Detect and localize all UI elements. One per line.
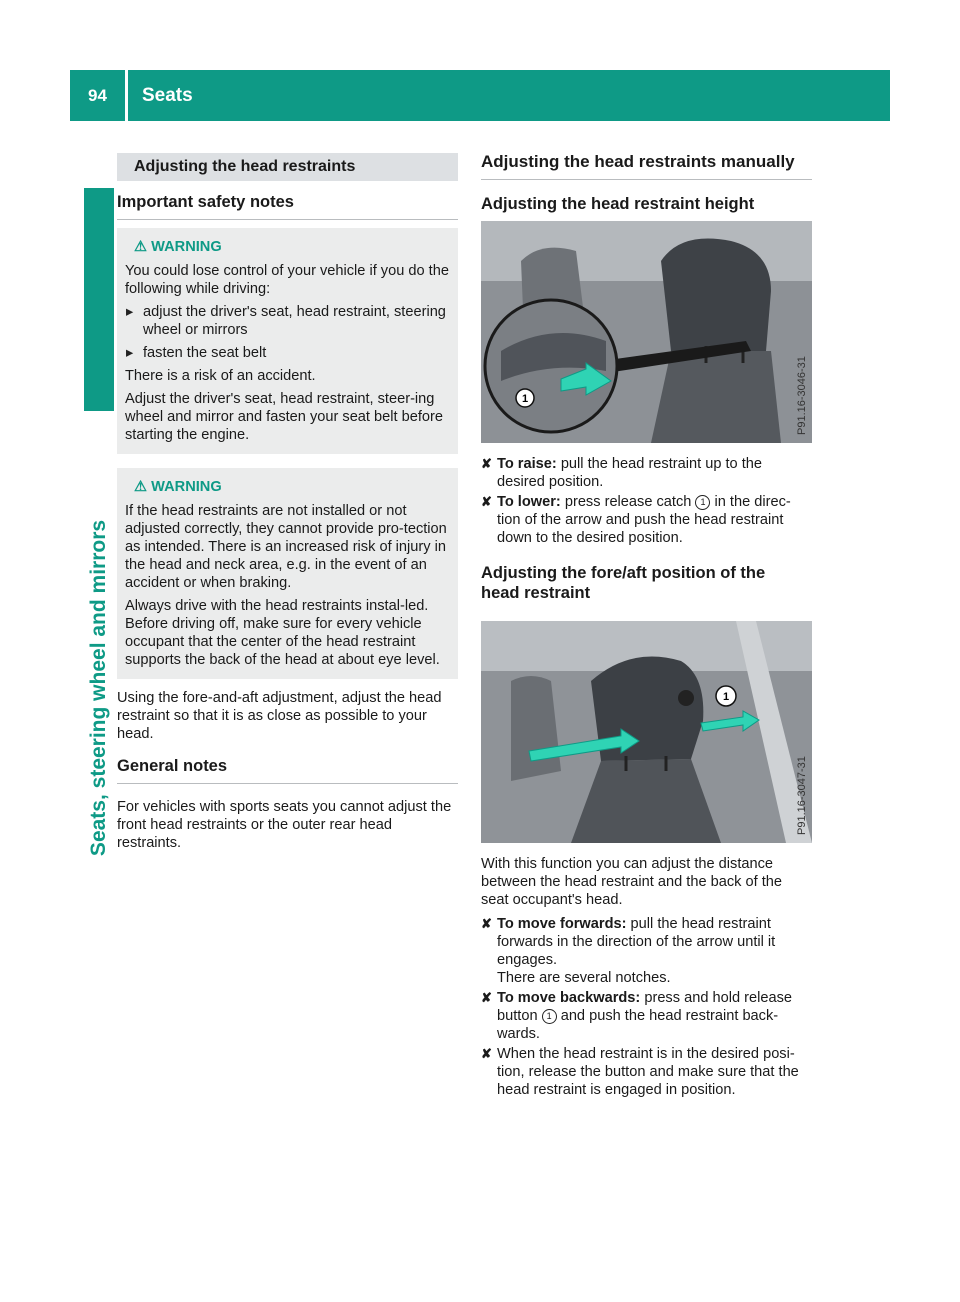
warning-box-2	[117, 468, 458, 679]
manual-title: Adjusting the head restraints manually	[481, 153, 812, 180]
warning2-text: If the head restraints are not installed or not adjusted correctly, they cannot provide pro-tection as intended. There is an increased risk of injury in the head and neck area, e.g. in the event of an accident or when braking.	[125, 503, 447, 591]
section-title: Adjusting the head restraints	[117, 153, 458, 181]
warning-heading-2: ⚠︎ WARNING	[134, 479, 222, 495]
callout-ref: 1	[542, 1009, 557, 1024]
warning-heading-1: ⚠︎ WARNING	[134, 239, 222, 255]
step-arrow-icon: ✘	[481, 990, 492, 1005]
warning1-action: Adjust the driver's seat, head restraint, steer-ing wheel and mirror and fasten your seat belt before starting the engine.	[125, 391, 443, 443]
left-column	[117, 153, 458, 852]
step-arrow-icon: ✘	[481, 1046, 492, 1061]
sidebar-label-box	[84, 426, 114, 950]
step-lower: ✘ To lower: press release catch 1 in the direc-tion of the arrow and push the head restraint down to the desired position.	[481, 494, 791, 546]
right-column	[481, 153, 812, 214]
warning2-text: Always drive with the head restraints instal-led. Before driving off, make sure for every vehicle occupant that the center of the head restraint supports the back of the head at about eye level.	[125, 598, 440, 668]
sidebar-label: Seats, steering wheel and mirrors	[87, 519, 110, 857]
warning1-bullet: ▸ adjust the driver's seat, head restraint, steering wheel or mirrors	[125, 303, 450, 339]
sidebar	[84, 188, 114, 950]
step-arrow-icon: ✘	[481, 494, 492, 509]
callout-ref: 1	[695, 495, 710, 510]
body-text: Using the fore-and-aft adjustment, adjust the head restraint so that it is as close as possible to your head.	[117, 690, 442, 742]
step-arrow-icon: ✘	[481, 916, 492, 931]
height-adjust-photo	[481, 221, 812, 443]
warning-icon: ⚠︎	[134, 239, 148, 255]
chapter-title: Seats	[142, 85, 193, 106]
header-divider	[125, 70, 128, 121]
foreaft-adjust-photo	[481, 621, 812, 843]
warning-box-1	[117, 228, 458, 454]
warning1-risk: There is a risk of an accident.	[125, 368, 316, 384]
page-number: 94	[88, 86, 107, 105]
step-forwards: ✘ To move forwards: pull the head restraint forwards in the direction of the arrow until it engages. There are several notches.	[481, 916, 776, 986]
foreaft-body: With this function you can adjust the distance between the head restraint and the back of the seat occupant's head.	[481, 856, 783, 908]
warning1-intro: You could lose control of your vehicle if you do the following while driving:	[125, 263, 449, 297]
warning1-bullet: ▸ fasten the seat belt	[125, 344, 450, 362]
callout-1: 1	[521, 393, 529, 405]
step-backwards: ✘ To move backwards: press and hold release button 1 and push the head restraint back-wards.	[481, 990, 792, 1042]
height-steps	[481, 455, 812, 603]
seat-illustration	[481, 221, 812, 443]
subtitle-safety: Important safety notes	[117, 193, 458, 220]
subtitle-general: General notes	[117, 757, 458, 784]
foreaft-subtitle: Adjusting the fore/aft position of the head restraint	[481, 564, 766, 602]
step-release: ✘ When the head restraint is in the desired posi-tion, release the button and make sure that the head restraint is engaged in position.	[481, 1046, 799, 1098]
callout-1: 1	[722, 691, 730, 703]
image-code: P91.16-3046-31	[796, 356, 808, 435]
seat-illustration-2	[481, 621, 812, 843]
height-subtitle: Adjusting the head restraint height	[481, 195, 755, 213]
step-raise: ✘ To raise: pull the head restraint up to the desired position.	[481, 456, 763, 490]
image-code: P91.16-3047-31	[796, 756, 808, 835]
step-arrow-icon: ✘	[481, 456, 492, 471]
warning-icon: ⚠︎	[134, 479, 148, 495]
page-header	[70, 70, 890, 121]
sidebar-marker	[84, 188, 114, 411]
foreaft-steps	[481, 855, 812, 1101]
general-notes-text: For vehicles with sports seats you cannot adjust the front head restraints or the outer rear head restraints.	[117, 799, 452, 851]
